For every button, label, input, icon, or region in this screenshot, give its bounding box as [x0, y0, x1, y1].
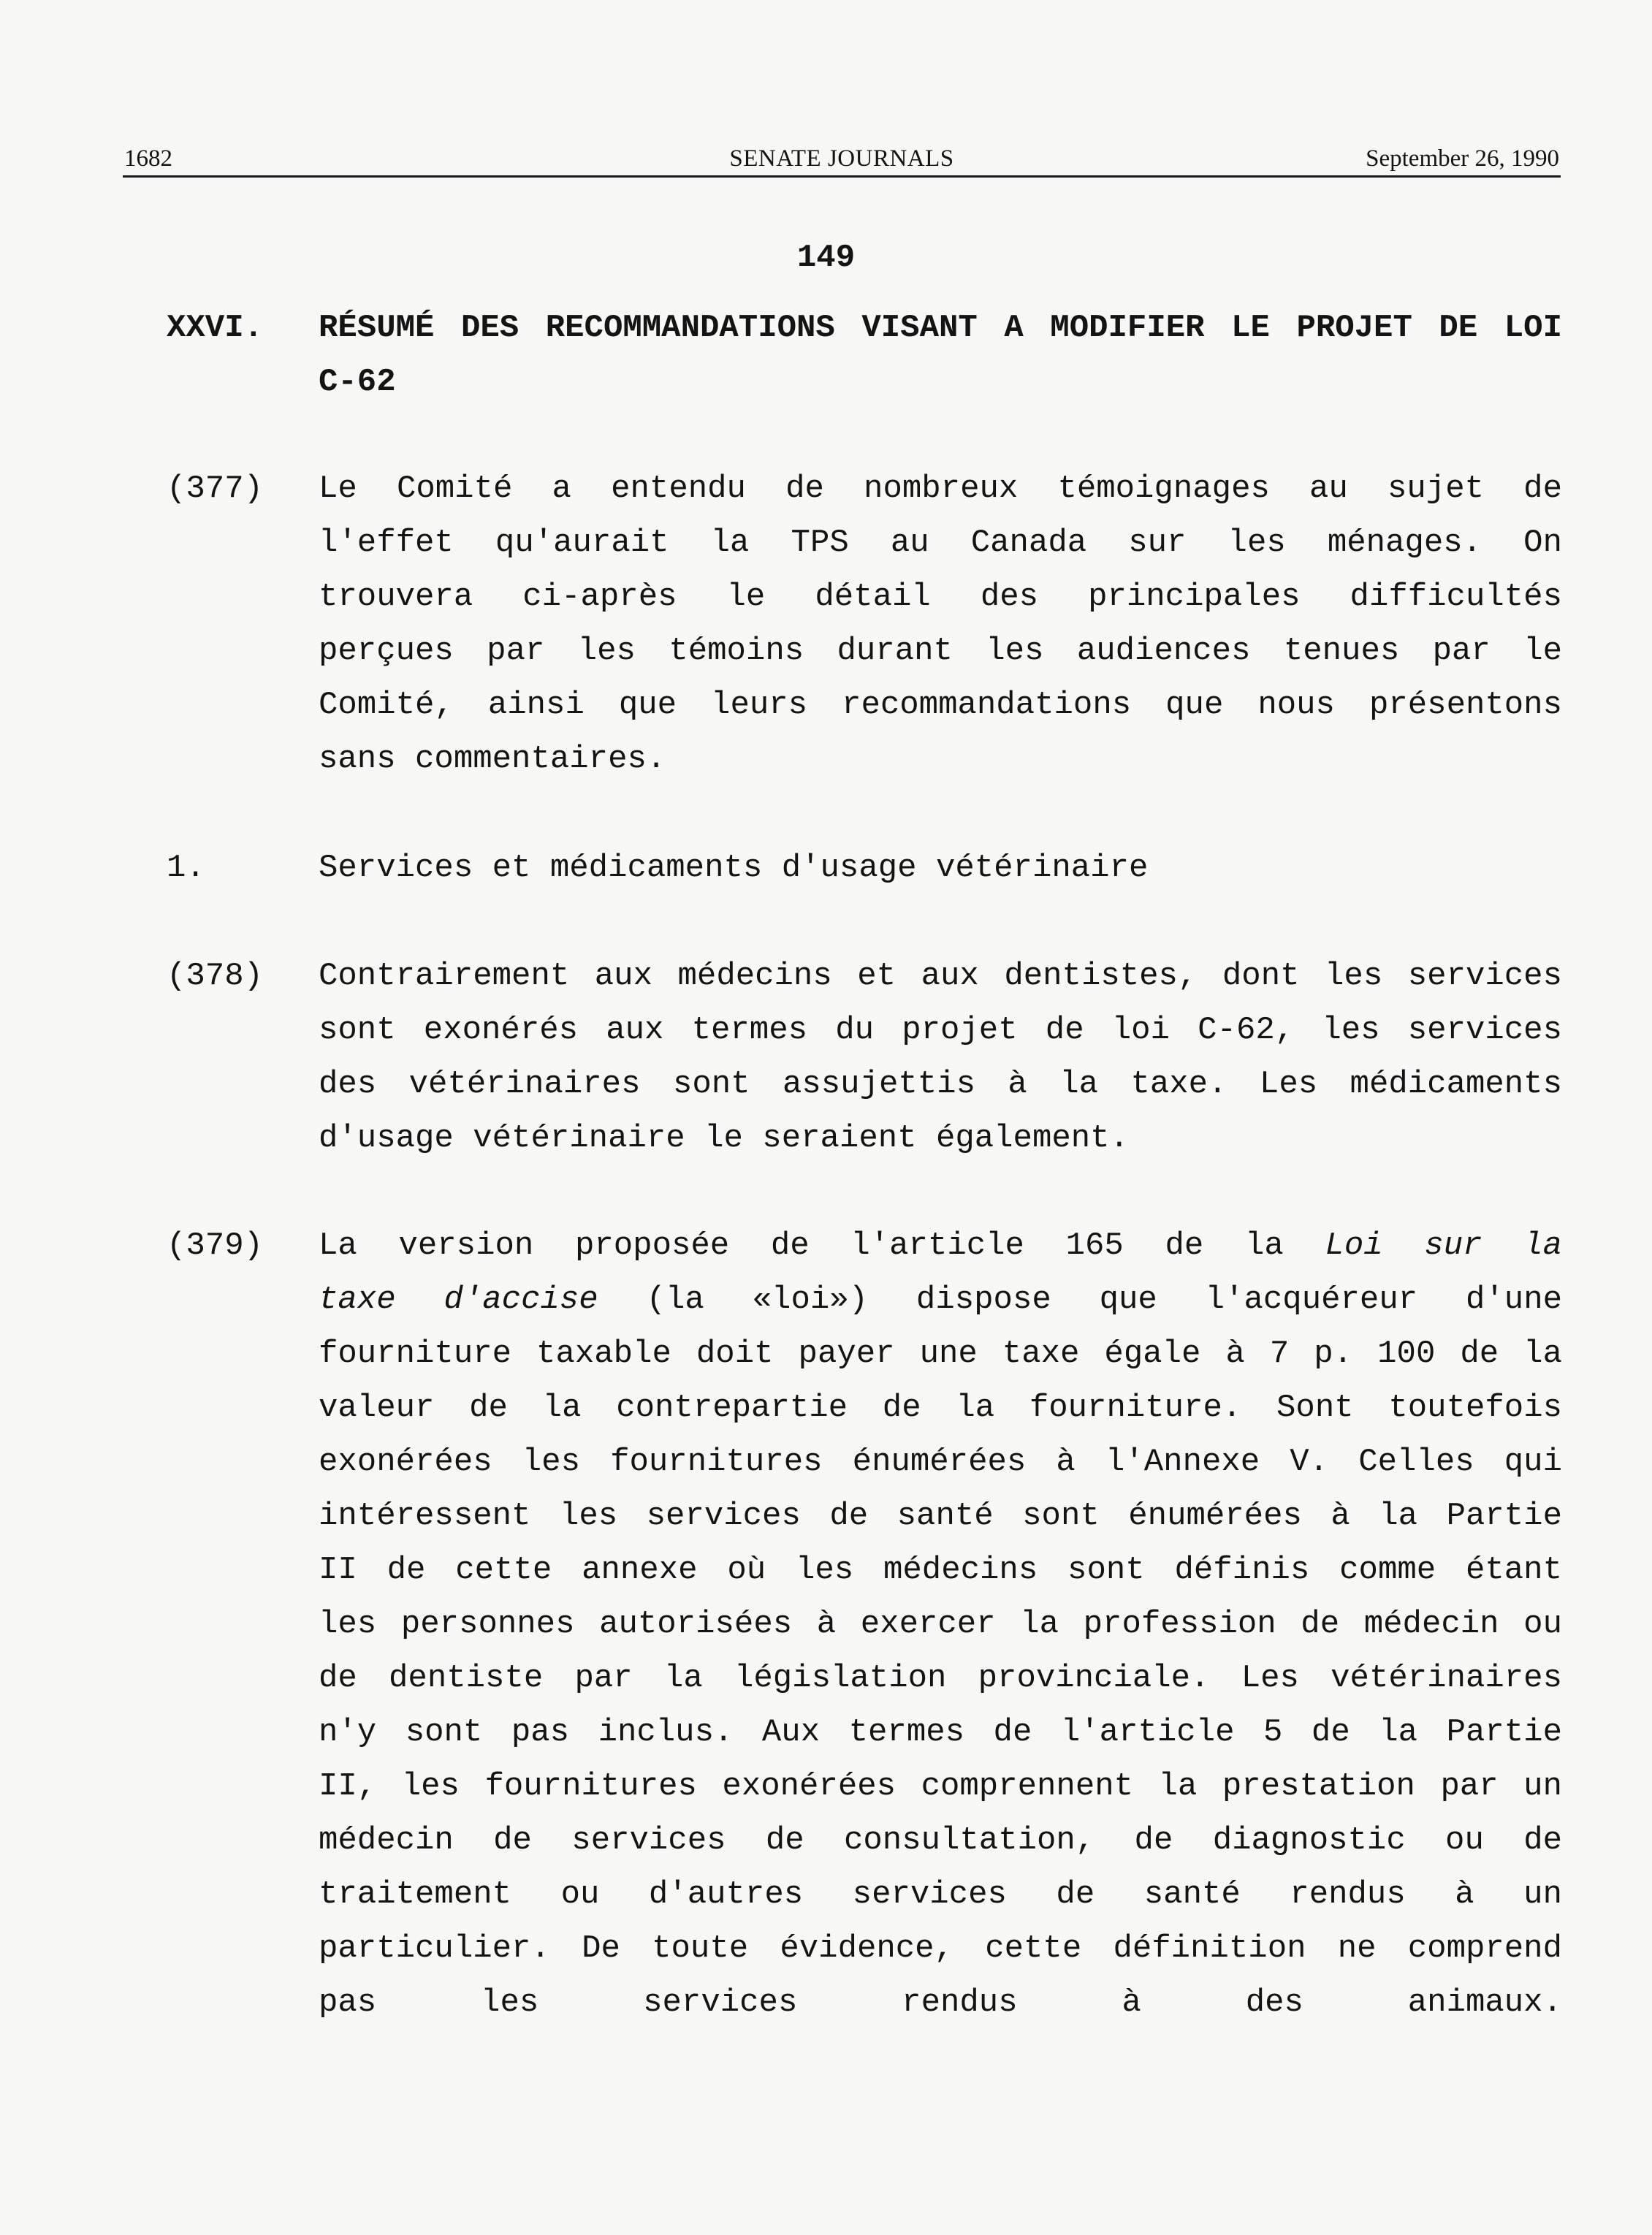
text-line: intéressent les services de santé sont énumérées à la Partie: [319, 1498, 1562, 1534]
text-line: [319, 2084, 1562, 2138]
text-line: exonérées les fournitures énumérées à l'Annexe V. Celles qui: [319, 1444, 1562, 1480]
text-run: (la «loi») dispose que l'acquéreur d'une: [646, 1282, 1563, 1318]
text-line: particulier. De toute évidence, cette définition ne comprend: [319, 1930, 1562, 1967]
text-run: La version proposée de l'article 165 de la: [319, 1227, 1284, 1264]
item-number: 1.: [167, 850, 205, 886]
document-page-number: 149: [796, 240, 856, 276]
text-line: l'effet qu'aurait la TPS au Canada sur les ménages. On: [319, 525, 1562, 561]
text-line: perçues par les témoins durant les audiences tenues par le: [319, 633, 1562, 669]
paragraph-number: (379): [167, 1227, 264, 1264]
text-line: RÉSUMÉ DES RECOMMANDATIONS VISANT A MODIFIER LE PROJET DE LOI: [319, 310, 1562, 346]
paragraph-379: [167, 1219, 1562, 2192]
text-line: n'y sont pas inclus. Aux termes de l'article 5 de la Partie: [319, 1714, 1562, 1751]
paragraph-text: [319, 462, 1562, 786]
text-line: [319, 1219, 1562, 1273]
text-line: d'usage vétérinaire le seraient également.: [319, 1120, 1129, 1157]
header-rule: [123, 175, 1561, 178]
paragraph-377: [167, 462, 1562, 786]
running-header: [124, 140, 1559, 177]
italic-law-title: Loi sur la: [1325, 1227, 1563, 1264]
section-title: [319, 301, 1562, 409]
text-line: II, les fournitures exonérées comprennent la prestation par un: [319, 1768, 1562, 1805]
text-line: Le Comité a entendu de nombreux témoignages au sujet de: [319, 471, 1562, 507]
section-heading: [167, 301, 1562, 409]
text-line: C-62: [319, 364, 396, 400]
journal-date: September 26, 1990: [1366, 145, 1559, 172]
text-line: traitement ou d'autres services de santé rendus à un: [319, 1876, 1562, 1913]
item-title: Services et médicaments d'usage vétérinaire: [319, 850, 1149, 886]
text-line: trouvera ci-après le détail des principales difficultés: [319, 579, 1562, 615]
text-line: de dentiste par la législation provinciale. Les vétérinaires: [319, 1660, 1562, 1697]
paragraph-text: [319, 949, 1562, 1165]
text-line: pas les services rendus à des animaux.: [319, 1984, 1562, 2021]
paragraph-number: (377): [167, 471, 264, 507]
text-line: sans commentaires.: [319, 741, 666, 777]
text-line: les personnes autorisées à exercer la profession de médecin ou: [319, 1606, 1562, 1642]
text-line: Comité, ainsi que leurs recommandations que nous présentons: [319, 687, 1562, 723]
text-line: des vétérinaires sont assujettis à la taxe. Les médicaments: [319, 1066, 1562, 1103]
text-line: [319, 2138, 1562, 2192]
text-line: sont exonérés aux termes du projet de loi C-62, les services: [319, 1012, 1562, 1048]
journal-title: SENATE JOURNALS: [729, 145, 954, 172]
text-line: valeur de la contrepartie de la fourniture. Sont toutefois: [319, 1390, 1562, 1426]
text-line: fourniture taxable doit payer une taxe égale à 7 p. 100 de la: [319, 1336, 1562, 1372]
text-line: Contrairement aux médecins et aux dentistes, dont les services: [319, 958, 1562, 994]
italic-law-title: taxe d'accise: [319, 1282, 598, 1318]
paragraph-378: [167, 949, 1562, 1165]
text-line: [319, 2030, 1562, 2084]
text-line: [319, 1273, 1562, 1327]
section-number: XXVI.: [167, 310, 264, 346]
text-line: médecin de services de consultation, de diagnostic ou de: [319, 1822, 1562, 1859]
text-line: II de cette annexe où les médecins sont définis comme étant: [319, 1552, 1562, 1588]
paragraph-number: (378): [167, 958, 264, 994]
paragraph-text: [319, 1219, 1562, 2192]
journal-page-number: 1682: [124, 145, 172, 172]
item-heading-1: [167, 841, 1562, 895]
